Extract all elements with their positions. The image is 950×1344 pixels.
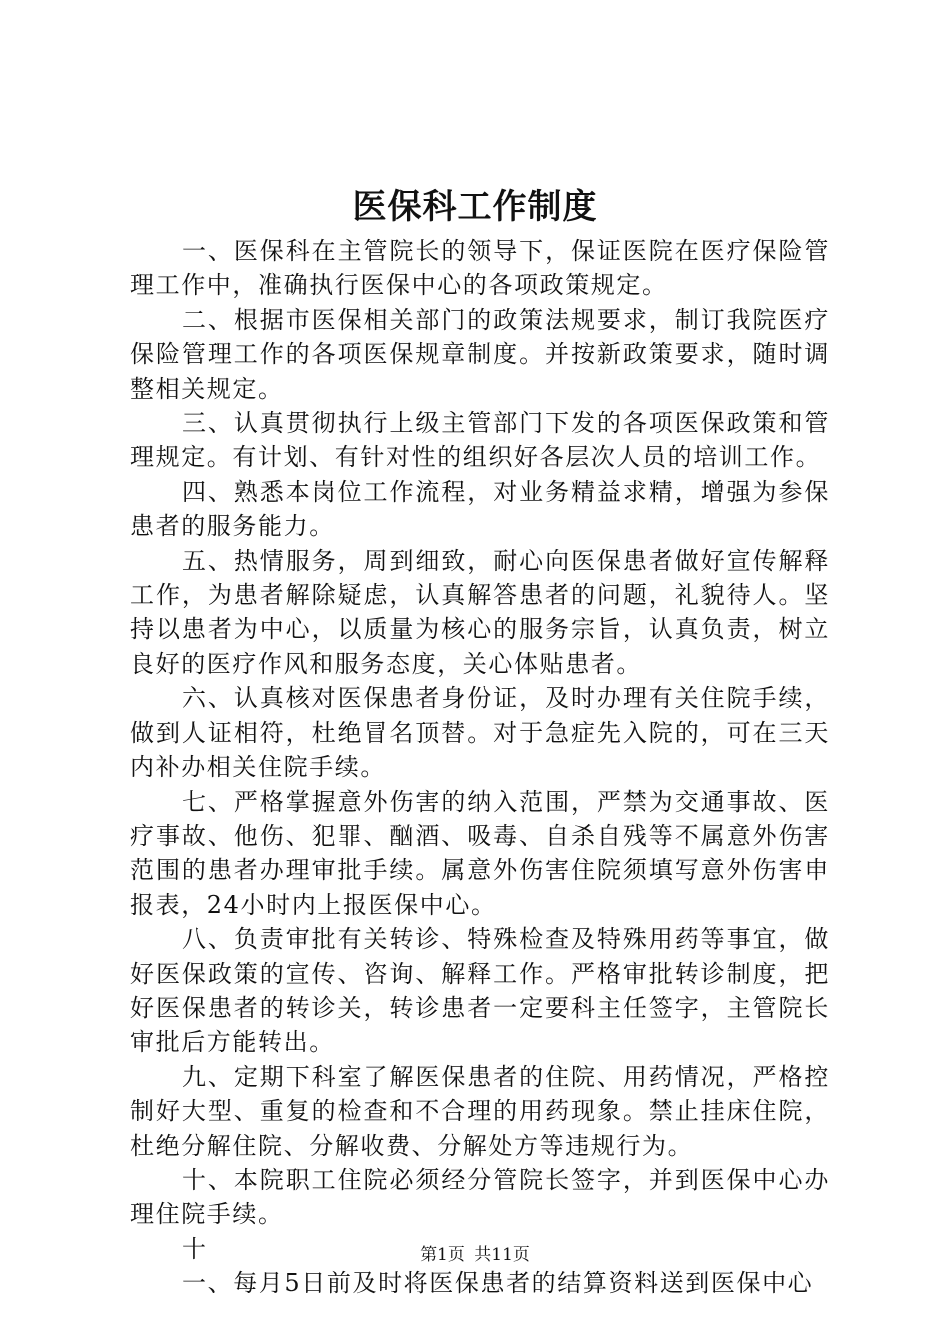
paragraph-11-heading: 十 — [182, 1234, 208, 1263]
paragraph-7: 七、严格掌握意外伤害的纳入范围，严禁为交通事故、医疗事故、他伤、犯罪、酗酒、吸毒、自杀自残等不属意外伤害范围的患者办理审批手续。属意外伤害住院须填写意外伤害申报表，24小时内上报医保中心。 — [130, 787, 830, 919]
paragraph-10: 十、本院职工住院必须经分管院长签字，并到医保中心办理住院手续。 — [130, 1165, 830, 1229]
page-number: 第1页 — [420, 1245, 465, 1265]
page-total: 共11页 — [474, 1245, 530, 1265]
document-body — [130, 234, 830, 1301]
paragraph-3: 三、认真贯彻执行上级主管部门下发的各项医保政策和管理规定。有计划、有针对性的组织好各层次人员的培训工作。 — [130, 409, 830, 472]
paragraph-9: 九、定期下科室了解医保患者的住院、用药情况，严格控制好大型、重复的检查和不合理的用药现象。禁止挂床住院，杜绝分解住院、分解收费、分解处方等违规行为。 — [130, 1062, 830, 1160]
paragraph-6: 六、认真核对医保患者身份证，及时办理有关住院手续，做到人证相符，杜绝冒名顶替。对于急症先入院的，可在三天内补办相关住院手续。 — [130, 684, 830, 782]
paragraph-4: 四、熟悉本岗位工作流程，对业务精益求精，增强为参保患者的服务能力。 — [130, 477, 830, 541]
document-title: 医保科工作制度 — [352, 187, 598, 227]
page-footer — [0, 1243, 950, 1267]
paragraph-8: 八、负责审批有关转诊、特殊检查及特殊用药等事宜，做好医保政策的宣传、咨询、解释工作。严格审批转诊制度，把好医保患者的转诊关，转诊患者一定要科主任签字，主管院长审批后方能转出。 — [130, 925, 830, 1057]
paragraph-1: 一、医保科在主管院长的领导下，保证医院在医疗保险管理工作中，准确执行医保中心的各项政策规定。 — [130, 237, 830, 300]
paragraph-5: 五、热情服务，周到细致，耐心向医保患者做好宣传解释工作，为患者解除疑虑，认真解答患者的问题，礼貌待人。坚持以患者为中心，以质量为核心的服务宗旨，认真负责，树立良好的医疗作风和服务态度，关心体贴患者。 — [130, 546, 830, 678]
paragraph-11: 一、每月5日前及时将医保患者的结算资料送到医保中心 — [182, 1269, 814, 1298]
paragraph-2: 二、根据市医保相关部门的政策法规要求，制订我院医疗保险管理工作的各项医保规章制度。并按新政策要求，随时调整相关规定。 — [130, 305, 830, 403]
